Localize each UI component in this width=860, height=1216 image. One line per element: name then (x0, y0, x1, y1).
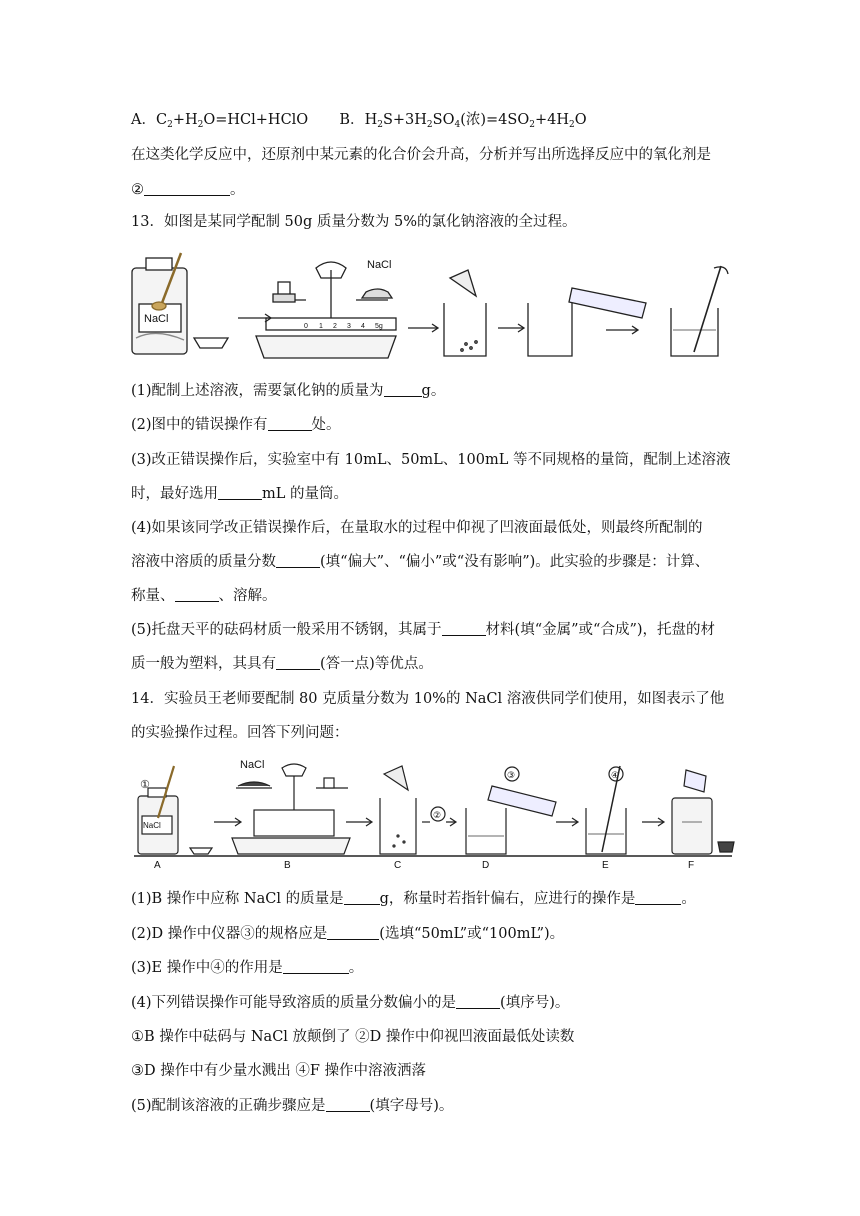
arrow (214, 818, 241, 826)
beaker-with-solid (444, 270, 486, 356)
svg-text:1: 1 (319, 323, 323, 330)
answer-blank[interactable] (268, 416, 312, 431)
step-label-b: B (284, 860, 291, 871)
answer-blank[interactable] (442, 621, 486, 636)
step-label-f: F (688, 860, 695, 871)
step-c-beaker (380, 766, 416, 854)
arrow (408, 324, 438, 332)
svg-text:0: 0 (304, 323, 308, 330)
answer-blank[interactable] (283, 959, 349, 974)
answer-blank[interactable] (175, 587, 219, 602)
answer-blank[interactable] (384, 382, 422, 397)
svg-text:2: 2 (333, 323, 337, 330)
nacl-label: NaCl (240, 759, 265, 771)
option-b-formula: $H_2S+3H_2SO_4$(浓)$=4SO_2+4H_2O$ (364, 112, 587, 130)
option-a-label: A． (131, 112, 156, 128)
q13-part3b: 时，最好选用 mL 的量筒。 (131, 486, 348, 502)
q14-part1: (1)B 操作中应称 NaCl 的质量是 g，称量时若指针偏右，应进行的操作是 。 (131, 891, 696, 907)
step-d-pouring (466, 767, 556, 854)
q14-part2: (2)D 操作中仪器③的规格应是 (选填“50mL”或“100mL”)。 (131, 926, 565, 942)
svg-text:3: 3 (347, 323, 351, 330)
marker-1: ① (140, 779, 150, 791)
bottle-label: NaCl (143, 821, 161, 830)
step-f-bottle (672, 770, 734, 854)
q14-part4-options-1: ①B 操作中砝码与 NaCl 放颠倒了 ②D 操作中仰视凹液面最低处读数 (131, 1029, 575, 1045)
q13-part4a: (4)如果该同学改正错误操作后，在量取水的过程中仰视了凹液面最低处，则最终所配制的 (131, 520, 703, 536)
marker-3: ③ (507, 770, 516, 780)
balance (256, 262, 396, 358)
pouring-water (528, 288, 646, 356)
marker-4: ④ (611, 770, 620, 780)
answer-blank[interactable] (218, 485, 262, 500)
answer-blank[interactable] (144, 181, 230, 196)
weighing-boat (194, 338, 228, 348)
nacl-label: NaCl (367, 259, 392, 271)
q12-options (131, 110, 587, 130)
step-label-e: E (602, 860, 609, 871)
step-b-balance (232, 764, 350, 854)
q13-part4c: 称量、 、溶解。 (131, 588, 277, 604)
arrow (556, 818, 578, 826)
step-label-d: D (482, 860, 490, 871)
answer-blank[interactable] (456, 994, 500, 1009)
q14-stem-2: 的实验操作过程。回答下列问题： (131, 725, 349, 741)
q13-part3a: (3)改正错误操作后，实验室中有 10mL、50mL、100mL 等不同规格的量筒，配制上述溶液 (131, 452, 731, 468)
answer-blank[interactable] (276, 553, 320, 568)
q13-stem: 13．如图是某同学配制 50g 质量分数为 5%的氯化钠溶液的全过程。 (131, 214, 577, 230)
step-label-c: C (394, 860, 402, 871)
answer-blank[interactable] (326, 1097, 370, 1112)
svg-text:4: 4 (361, 323, 365, 330)
q13-part4b: 溶液中溶质的质量分数 (填“偏大”、“偏小”或“没有影响”)。此实验的步骤是：计算、 (131, 554, 710, 570)
q13-figure (126, 248, 736, 363)
q14-part4: (4)下列错误操作可能导致溶质的质量分数偏小的是 (填序号)。 (131, 995, 570, 1011)
answer-blank[interactable] (635, 890, 681, 905)
arrow (446, 818, 456, 826)
q13-part2: (2)图中的错误操作有 处。 (131, 417, 341, 433)
q14-part4-options-2: ③D 操作中有少量水溅出 ④F 操作中溶液洒落 (131, 1063, 427, 1079)
dissolving-beaker (671, 266, 728, 356)
arrow (346, 818, 372, 826)
q12-answer-line: ② 。 (131, 182, 245, 198)
option-a-formula: $C_2+H_2O=HCl+HClO$ (155, 112, 309, 130)
q13-part5b: 质一般为塑料，其具有 (答一点)等优点。 (131, 656, 433, 672)
q14-part3: (3)E 操作中④的作用是 。 (131, 960, 364, 976)
marker-2: ② (433, 810, 442, 820)
svg-text:5g: 5g (375, 323, 383, 330)
answer-blank[interactable] (344, 890, 380, 905)
q14-stem-1: 14．实验员王老师要配制 80 克质量分数为 10%的 NaCl 溶液供同学们使用，如图表示了他 (131, 691, 725, 707)
answer-blank[interactable] (276, 655, 320, 670)
bottle-label: NaCl (144, 313, 169, 325)
q14-part5: (5)配制该溶液的正确步骤应是 (填字母号)。 (131, 1098, 454, 1114)
q12-text: 在这类化学反应中，还原剂中某元素的化合价会升高，分析并写出所选择反应中的氧化剂是 (131, 147, 711, 163)
q13-part5a: (5)托盘天平的砝码材质一般采用不锈钢，其属于 材料(填“金属”或“合成”)，托盘的材 (131, 622, 716, 638)
q13-part1: (1)配制上述溶液，需要氯化钠的质量为 g。 (131, 383, 446, 399)
q14-figure (126, 756, 736, 871)
step-e-stirring (586, 766, 626, 854)
answer-blank[interactable] (327, 925, 379, 940)
arrow (642, 818, 664, 826)
option-b-label: B． (339, 112, 365, 128)
arrow (606, 326, 638, 334)
arrow (498, 324, 524, 332)
step-label-a: A (154, 860, 161, 871)
